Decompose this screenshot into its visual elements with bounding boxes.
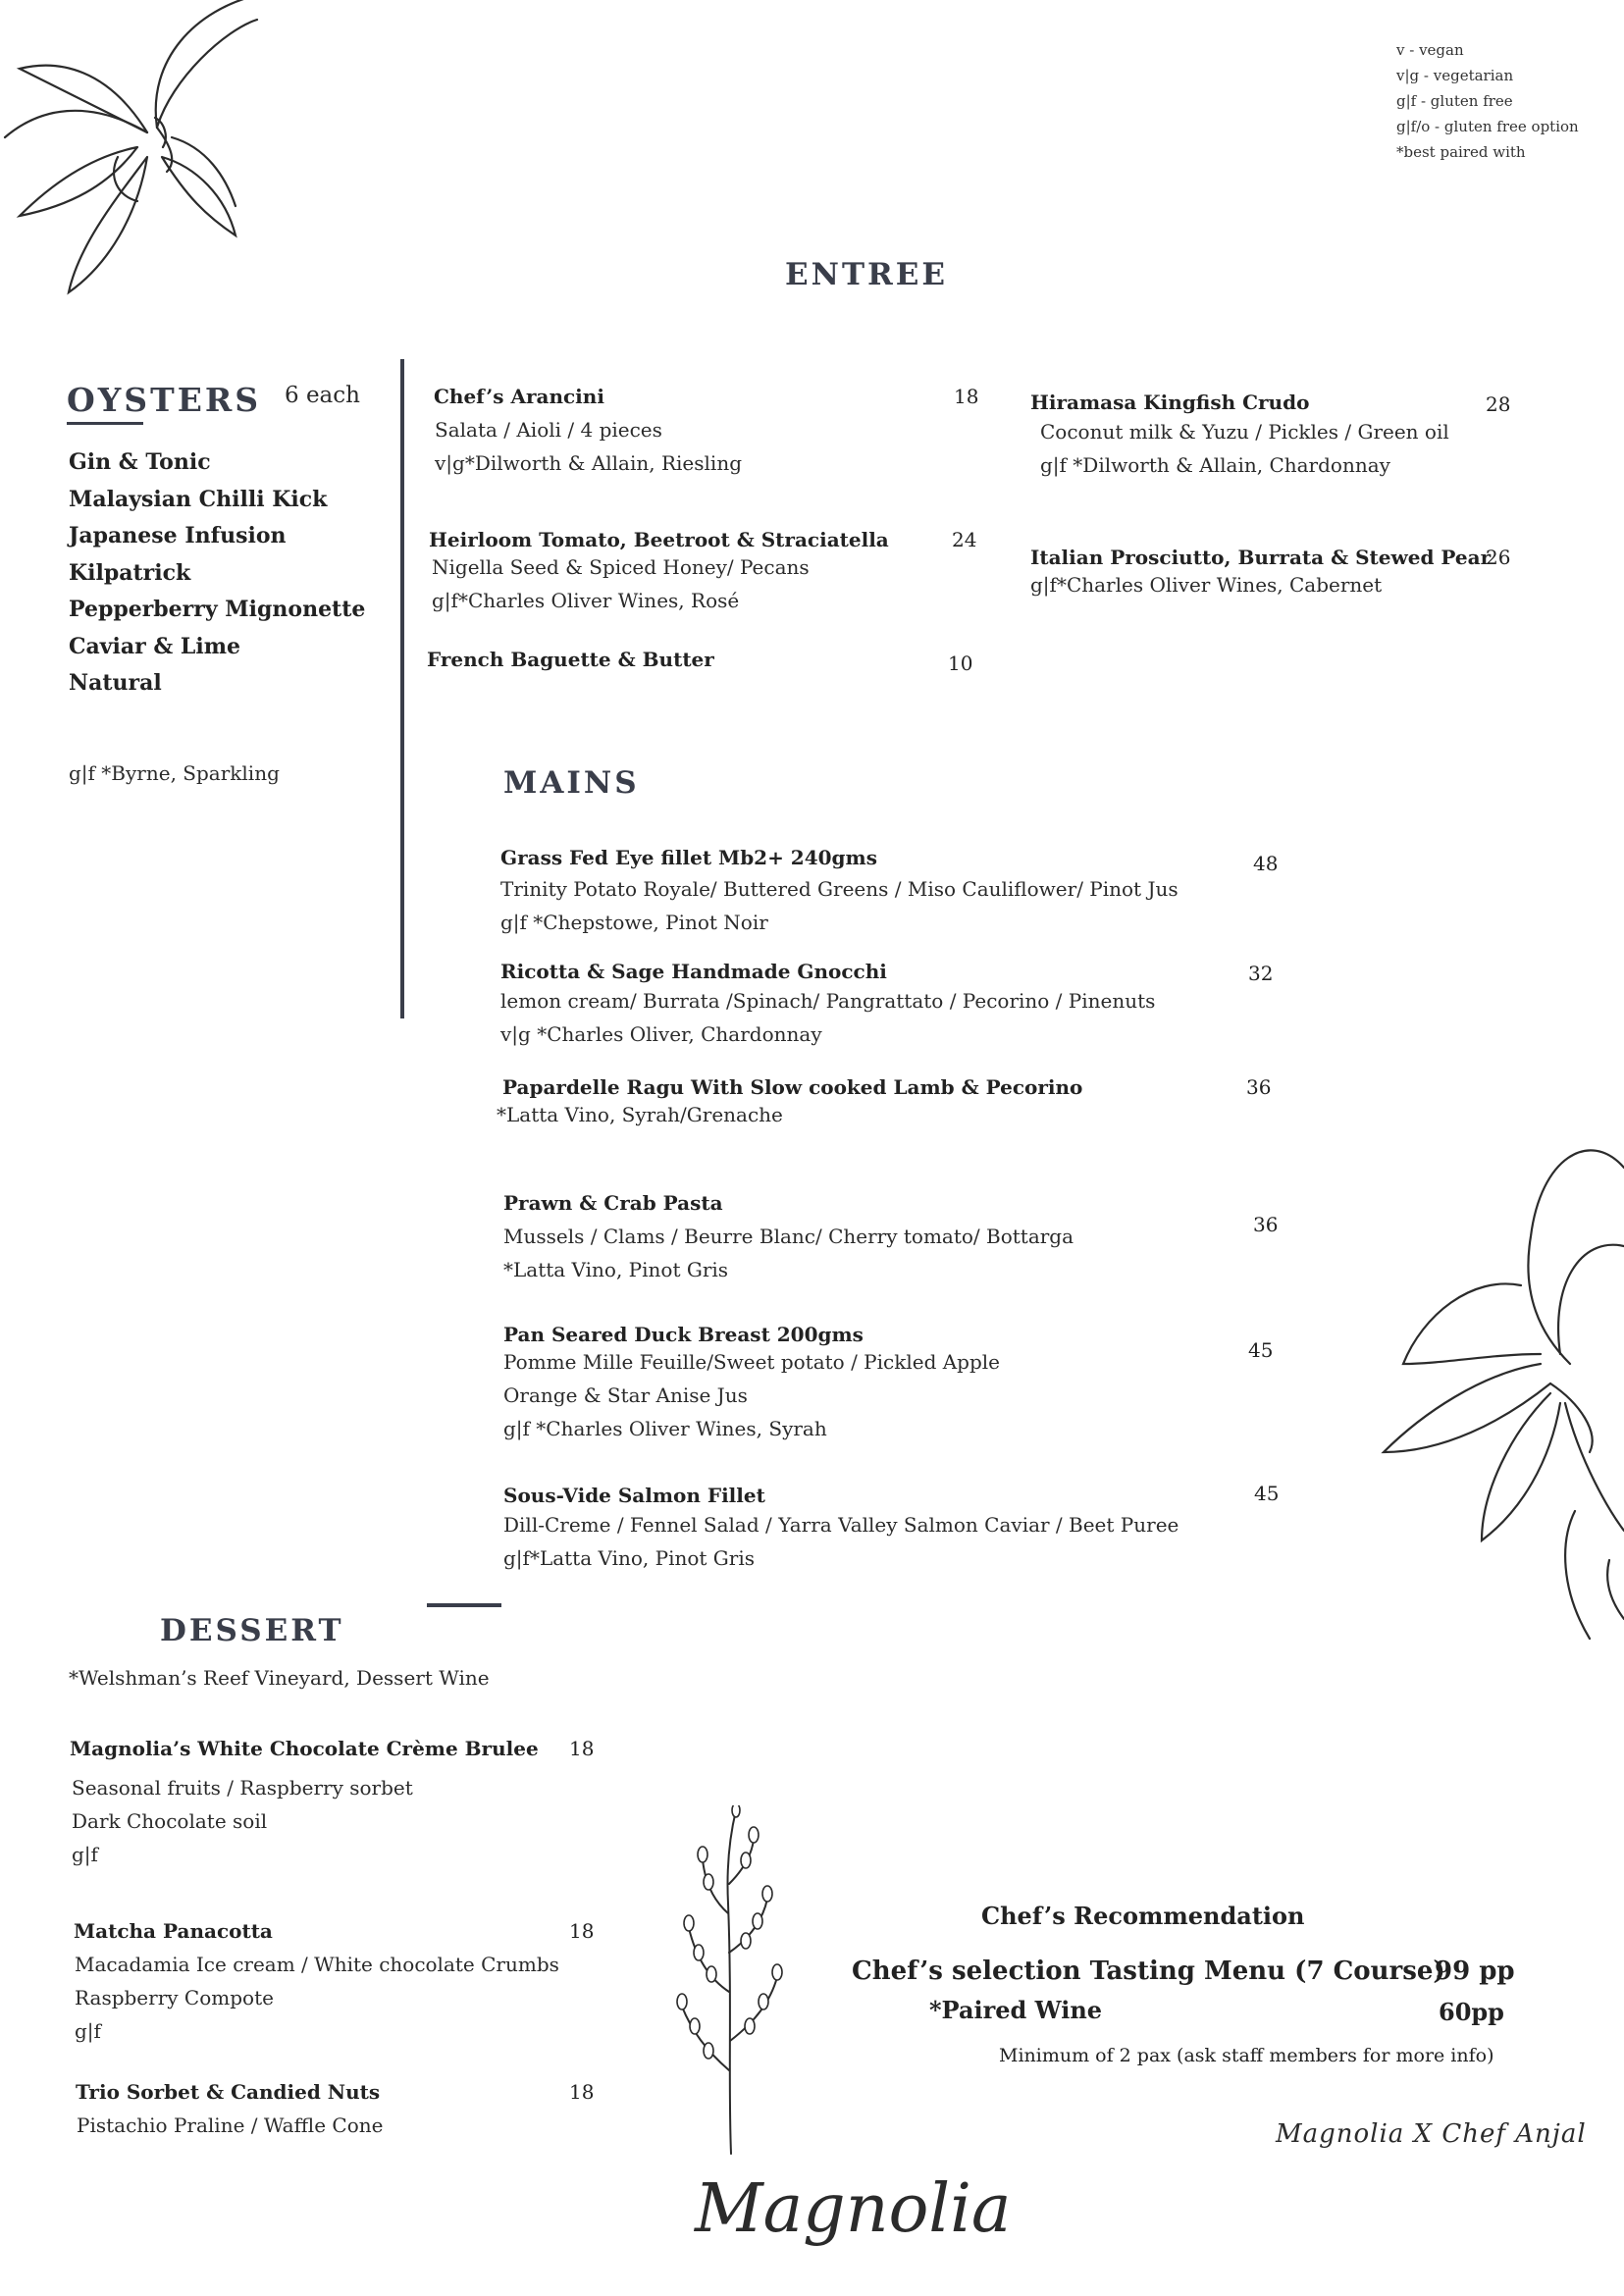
- salmon-title: Sous-Vide Salmon Fillet: [503, 1484, 765, 1507]
- arancini-title: Chef’s Arancini: [434, 385, 604, 408]
- prawn-pairing: *Latta Vino, Pinot Gris: [503, 1258, 729, 1281]
- panacotta-title: Matcha Panacotta: [74, 1919, 273, 1943]
- magnolia-logo: Magnolia: [695, 2170, 1012, 2248]
- baguette-title: French Baguette & Butter: [427, 648, 714, 671]
- prosciutto-price: 26: [1486, 546, 1511, 569]
- kingfish-line1: Coconut milk & Yuzu / Pickles / Green oil: [1040, 420, 1449, 444]
- papardelle-title: Papardelle Ragu With Slow cooked Lamb & Pecorino: [502, 1075, 1083, 1099]
- legend-gluten-free-option: g|f/o - gluten free option: [1396, 118, 1579, 135]
- brulee-price: 18: [569, 1737, 595, 1760]
- oysters-pairing: g|f *Byrne, Sparkling: [69, 761, 280, 785]
- arancini-pairing: v|g*Dilworth & Allain, Riesling: [435, 451, 743, 475]
- tasting-menu: Chef’s selection Tasting Menu (7 Course): [852, 1957, 1445, 1986]
- magnolia-flower-icon-right: [1364, 1128, 1624, 1678]
- legend-vegan: v - vegan: [1396, 41, 1464, 59]
- sorbet-title: Trio Sorbet & Candied Nuts: [76, 2080, 381, 2104]
- prawn-title: Prawn & Crab Pasta: [503, 1191, 723, 1215]
- paired-wine-price: 60pp: [1439, 1998, 1504, 2026]
- prosciutto-pairing: g|f*Charles Oliver Wines, Cabernet: [1030, 573, 1383, 597]
- chef-signature: Magnolia X Chef Anjal: [1276, 2119, 1587, 2149]
- tomato-title: Heirloom Tomato, Beetroot & Straciatella: [429, 528, 889, 551]
- baguette-price: 10: [948, 652, 973, 675]
- salmon-price: 45: [1254, 1482, 1280, 1505]
- dessert-heading: DESSERT: [160, 1613, 344, 1648]
- arancini-line1: Salata / Aioli / 4 pieces: [435, 418, 662, 442]
- tomato-price: 24: [952, 528, 977, 551]
- list-item: Japanese Infusion: [69, 523, 287, 548]
- gnocchi-title: Ricotta & Sage Handmade Gnocchi: [500, 960, 887, 983]
- eye-fillet-line1: Trinity Potato Royale/ Buttered Greens / Miso Cauliflower/ Pinot Jus: [500, 877, 1179, 901]
- brulee-line1: Seasonal fruits / Raspberry sorbet: [72, 1776, 413, 1800]
- eye-fillet-title: Grass Fed Eye fillet Mb2+ 240gms: [500, 846, 877, 869]
- duck-line2: Orange & Star Anise Jus: [503, 1383, 748, 1407]
- brulee-line2: Dark Chocolate soil: [72, 1809, 268, 1833]
- brulee-title: Magnolia’s White Chocolate Crème Brulee: [70, 1737, 539, 1760]
- kingfish-title: Hiramasa Kingfish Crudo: [1030, 391, 1310, 414]
- oysters-underline: [67, 422, 143, 425]
- dessert-divider: [427, 1603, 501, 1607]
- gnocchi-pairing: v|g *Charles Oliver, Chardonnay: [500, 1022, 822, 1046]
- oysters-heading: OYSTERS: [67, 381, 262, 419]
- panacotta-line1: Macadamia Ice cream / White chocolate Crumbs: [75, 1953, 559, 1976]
- eye-fillet-price: 48: [1253, 852, 1279, 875]
- salmon-line1: Dill-Creme / Fennel Salad / Yarra Valley Salmon Caviar / Beet Puree: [503, 1513, 1179, 1537]
- oysters-list: [69, 444, 365, 703]
- entree-heading: ENTREE: [785, 257, 949, 292]
- gnocchi-line1: lemon cream/ Burrata /Spinach/ Pangrattato / Pecorino / Pinenuts: [500, 989, 1156, 1013]
- salmon-pairing: g|f*Latta Vino, Pinot Gris: [503, 1546, 755, 1570]
- prosciutto-title: Italian Prosciutto, Burrata & Stewed Pear: [1030, 546, 1492, 569]
- list-item: Kilpatrick: [69, 559, 191, 586]
- list-item: Natural: [69, 670, 162, 696]
- kingfish-pairing: g|f *Dilworth & Allain, Chardonnay: [1040, 453, 1390, 477]
- tomato-line1: Nigella Seed & Spiced Honey/ Pecans: [432, 555, 810, 579]
- duck-line1: Pomme Mille Feuille/Sweet potato / Pickled Apple: [503, 1350, 1001, 1374]
- list-item: Caviar & Lime: [69, 633, 241, 659]
- prawn-price: 36: [1253, 1213, 1279, 1236]
- column-divider: [400, 359, 404, 1018]
- panacotta-diet: g|f: [75, 2019, 101, 2043]
- eye-fillet-pairing: g|f *Chepstowe, Pinot Noir: [500, 911, 768, 934]
- recommendation-note: Minimum of 2 pax (ask staff members for more info): [999, 2045, 1494, 2066]
- recommendation-heading: Chef’s Recommendation: [981, 1902, 1305, 1930]
- papardelle-pairing: *Latta Vino, Syrah/Grenache: [497, 1103, 783, 1126]
- prawn-line1: Mussels / Clams / Beurre Blanc/ Cherry tomato/ Bottarga: [503, 1225, 1074, 1248]
- list-item: Malaysian Chilli Kick: [69, 486, 328, 512]
- botanical-sprig-icon: [667, 1805, 795, 2159]
- panacotta-price: 18: [569, 1919, 595, 1943]
- paired-wine: *Paired Wine: [929, 1996, 1103, 2024]
- legend-gluten-free: g|f - gluten free: [1396, 92, 1513, 110]
- duck-title: Pan Seared Duck Breast 200gms: [503, 1323, 864, 1346]
- sorbet-price: 18: [569, 2080, 595, 2104]
- brulee-diet: g|f: [72, 1843, 98, 1866]
- oysters-price: 6 each: [285, 383, 360, 408]
- mains-heading: MAINS: [503, 765, 640, 801]
- panacotta-line2: Raspberry Compote: [75, 1986, 274, 2009]
- dietary-legend: [1396, 37, 1579, 165]
- tasting-menu-price: 99 pp: [1435, 1957, 1515, 1986]
- arancini-price: 18: [954, 385, 979, 408]
- list-item: Pepperberry Mignonette: [69, 597, 366, 622]
- magnolia-flower-icon-top-left: [0, 0, 265, 304]
- duck-pairing: g|f *Charles Oliver Wines, Syrah: [503, 1417, 827, 1440]
- gnocchi-price: 32: [1248, 962, 1274, 985]
- kingfish-price: 28: [1486, 392, 1511, 416]
- duck-price: 45: [1248, 1338, 1274, 1362]
- list-item: Gin & Tonic: [69, 449, 211, 475]
- papardelle-price: 36: [1246, 1075, 1272, 1099]
- legend-best-paired: *best paired with: [1396, 143, 1526, 161]
- legend-vegetarian: v|g - vegetarian: [1396, 67, 1514, 84]
- dessert-pairing: *Welshman’s Reef Vineyard, Dessert Wine: [69, 1666, 490, 1690]
- sorbet-line1: Pistachio Praline / Waffle Cone: [77, 2113, 384, 2137]
- tomato-pairing: g|f*Charles Oliver Wines, Rosé: [432, 589, 740, 612]
